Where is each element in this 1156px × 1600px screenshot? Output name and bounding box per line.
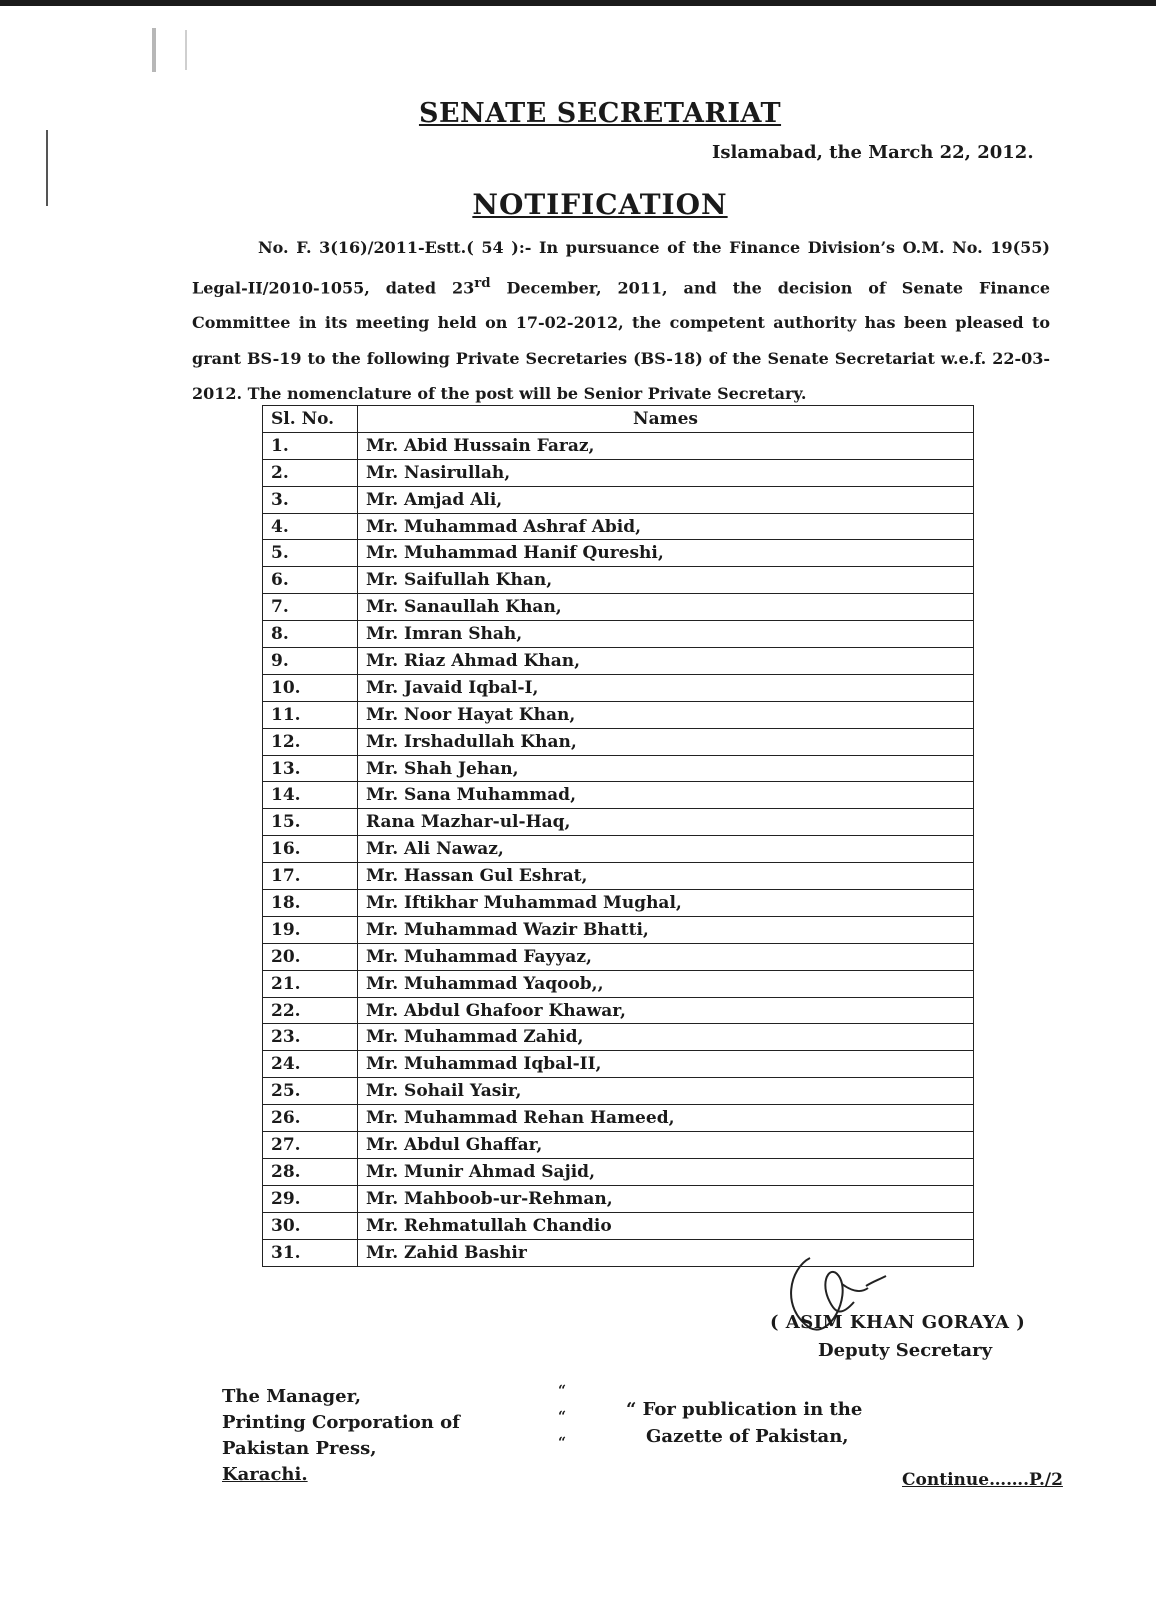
sl-no-cell: 31. xyxy=(263,1239,358,1266)
table-row xyxy=(263,459,974,486)
name-cell: Mr. Nasirullah, xyxy=(358,459,974,486)
paragraph-text-part1: No. F. 3(16)/2011-Estt.( 54 ):- In pursuance of the Finance Division’s O.M. No. 19(55) Legal-II/2010-1055, dated 23 xyxy=(192,238,1050,297)
table-row xyxy=(263,1132,974,1159)
table-row xyxy=(263,486,974,513)
table-row xyxy=(263,782,974,809)
name-cell: Mr. Amjad Ali, xyxy=(358,486,974,513)
table-row xyxy=(263,674,974,701)
table-row xyxy=(263,890,974,917)
ordinal-suffix: rd xyxy=(474,274,491,291)
sl-no-cell: 17. xyxy=(263,863,358,890)
name-cell: Mr. Muhammad Hanif Qureshi, xyxy=(358,540,974,567)
table-row xyxy=(263,1024,974,1051)
header-names: Names xyxy=(358,406,974,433)
sl-no-cell: 25. xyxy=(263,1078,358,1105)
table-row xyxy=(263,701,974,728)
name-cell: Mr. Rehmatullah Chandio xyxy=(358,1212,974,1239)
sl-no-cell: 10. xyxy=(263,674,358,701)
sl-no-cell: 30. xyxy=(263,1212,358,1239)
name-cell: Mr. Irshadullah Khan, xyxy=(358,728,974,755)
signatory-name: ( ASIM KHAN GORAYA ) xyxy=(770,1312,1026,1333)
sl-no-cell: 18. xyxy=(263,890,358,917)
sl-no-cell: 19. xyxy=(263,916,358,943)
name-cell: Rana Mazhar-ul-Haq, xyxy=(358,809,974,836)
sl-no-cell: 7. xyxy=(263,594,358,621)
name-cell: Mr. Zahid Bashir xyxy=(358,1239,974,1266)
table-header-row xyxy=(263,406,974,433)
name-cell: Mr. Sohail Yasir, xyxy=(358,1078,974,1105)
scan-border xyxy=(0,0,1156,6)
name-cell: Mr. Muhammad Ashraf Abid, xyxy=(358,513,974,540)
name-cell: Mr. Mahboob-ur-Rehman, xyxy=(358,1185,974,1212)
name-cell: Mr. Riaz Ahmad Khan, xyxy=(358,648,974,675)
signatory-title: Deputy Secretary xyxy=(818,1340,993,1361)
sl-no-cell: 16. xyxy=(263,836,358,863)
sl-no-cell: 2. xyxy=(263,459,358,486)
name-cell: Mr. Muhammad Rehan Hameed, xyxy=(358,1105,974,1132)
sl-no-cell: 14. xyxy=(263,782,358,809)
address-line: Printing Corporation of xyxy=(222,1412,460,1433)
table-row xyxy=(263,809,974,836)
table-row xyxy=(263,755,974,782)
name-cell: Mr. Muhammad Fayyaz, xyxy=(358,943,974,970)
scan-artifact xyxy=(152,28,156,72)
sl-no-cell: 27. xyxy=(263,1132,358,1159)
name-cell: Mr. Shah Jehan, xyxy=(358,755,974,782)
table-row xyxy=(263,1105,974,1132)
table-row xyxy=(263,916,974,943)
name-cell: Mr. Muhammad Zahid, xyxy=(358,1024,974,1051)
sl-no-cell: 6. xyxy=(263,567,358,594)
scan-artifact xyxy=(46,130,48,206)
address-line: Karachi. xyxy=(222,1464,308,1485)
sl-no-cell: 13. xyxy=(263,755,358,782)
sl-no-cell: 15. xyxy=(263,809,358,836)
name-cell: Mr. Imran Shah, xyxy=(358,621,974,648)
publication-line: “ For publication in the xyxy=(626,1399,863,1420)
table-row xyxy=(263,863,974,890)
table-row xyxy=(263,728,974,755)
ditto-mark: “ xyxy=(558,1383,567,1399)
sl-no-cell: 11. xyxy=(263,701,358,728)
name-cell: Mr. Abdul Ghafoor Khawar, xyxy=(358,997,974,1024)
sl-no-cell: 9. xyxy=(263,648,358,675)
name-cell: Mr. Ali Nawaz, xyxy=(358,836,974,863)
table-row xyxy=(263,567,974,594)
name-cell: Mr. Sana Muhammad, xyxy=(358,782,974,809)
scan-artifact xyxy=(185,30,187,70)
paragraph-text-part2: December, 2011, and the decision of Senate Finance Committee in its meeting held on 17-02-2012, the competent authority has been pleased to grant BS-19 to the following Private Secretaries (BS-18) of the Senate Secretariat w.e.f. 22-03-2012. The nomenclature of the post will be Senior Private Secretary. xyxy=(192,277,1050,404)
name-cell: Mr. Sanaullah Khan, xyxy=(358,594,974,621)
sl-no-cell: 5. xyxy=(263,540,358,567)
table-row xyxy=(263,594,974,621)
table-row xyxy=(263,836,974,863)
name-cell: Mr. Noor Hayat Khan, xyxy=(358,701,974,728)
table-row xyxy=(263,1078,974,1105)
notification-title: NOTIFICATION xyxy=(472,188,728,221)
table-row xyxy=(263,1212,974,1239)
name-cell: Mr. Muhammad Iqbal-II, xyxy=(358,1051,974,1078)
table-row xyxy=(263,648,974,675)
sl-no-cell: 21. xyxy=(263,970,358,997)
table-row xyxy=(263,1185,974,1212)
address-line: The Manager, xyxy=(222,1386,362,1407)
table-row xyxy=(263,970,974,997)
header-sl-no: Sl. No. xyxy=(263,406,358,433)
ditto-mark: “ xyxy=(558,1435,567,1451)
table-row xyxy=(263,540,974,567)
sl-no-cell: 28. xyxy=(263,1158,358,1185)
table-row xyxy=(263,1158,974,1185)
name-cell: Mr. Abid Hussain Faraz, xyxy=(358,432,974,459)
sl-no-cell: 1. xyxy=(263,432,358,459)
sl-no-cell: 20. xyxy=(263,943,358,970)
sl-no-cell: 12. xyxy=(263,728,358,755)
sl-no-cell: 26. xyxy=(263,1105,358,1132)
sl-no-cell: 8. xyxy=(263,621,358,648)
ditto-marks xyxy=(558,1378,566,1456)
table-row xyxy=(263,943,974,970)
name-cell: Mr. Iftikhar Muhammad Mughal, xyxy=(358,890,974,917)
name-cell: Mr. Muhammad Yaqoob,, xyxy=(358,970,974,997)
table-row xyxy=(263,621,974,648)
name-cell: Mr. Munir Ahmad Sajid, xyxy=(358,1158,974,1185)
name-cell: Mr. Abdul Ghaffar, xyxy=(358,1132,974,1159)
notification-paragraph xyxy=(192,230,1050,412)
address-line: Pakistan Press, xyxy=(222,1438,377,1459)
table-row xyxy=(263,1051,974,1078)
dateline: Islamabad, the March 22, 2012. xyxy=(712,142,1034,163)
sl-no-cell: 3. xyxy=(263,486,358,513)
table-row xyxy=(263,997,974,1024)
name-cell: Mr. Hassan Gul Eshrat, xyxy=(358,863,974,890)
name-cell: Mr. Saifullah Khan, xyxy=(358,567,974,594)
name-cell: Mr. Javaid Iqbal-I, xyxy=(358,674,974,701)
table-row xyxy=(263,432,974,459)
continue-note: Continue…….P./2 xyxy=(902,1470,1063,1490)
sl-no-cell: 4. xyxy=(263,513,358,540)
publication-note xyxy=(626,1396,862,1450)
names-table xyxy=(262,405,974,1267)
sl-no-cell: 22. xyxy=(263,997,358,1024)
table-row xyxy=(263,513,974,540)
sl-no-cell: 24. xyxy=(263,1051,358,1078)
sl-no-cell: 29. xyxy=(263,1185,358,1212)
ditto-mark: “ xyxy=(558,1409,567,1425)
names-table-body xyxy=(263,432,974,1266)
recipient-address xyxy=(222,1384,460,1488)
sl-no-cell: 23. xyxy=(263,1024,358,1051)
document-heading: SENATE SECRETARIAT xyxy=(418,98,782,129)
name-cell: Mr. Muhammad Wazir Bhatti, xyxy=(358,916,974,943)
publication-line: Gazette of Pakistan, xyxy=(646,1426,849,1447)
